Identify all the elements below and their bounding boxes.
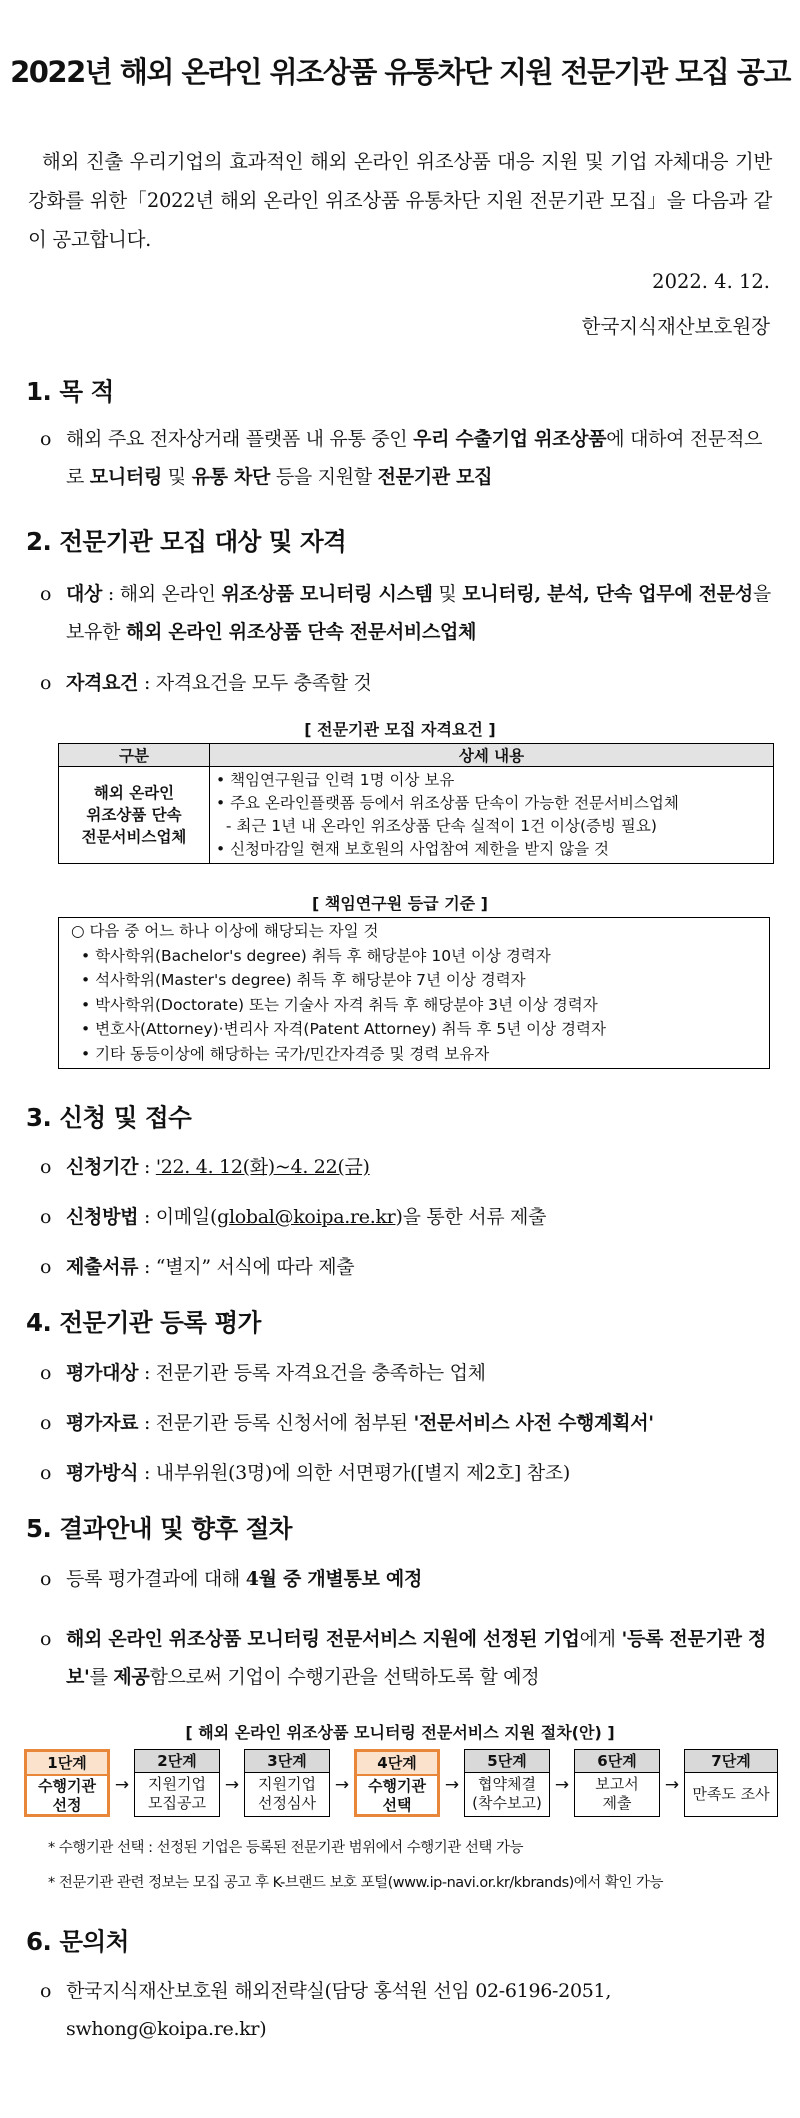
requirements-table-caption: [ 전문기관 모집 자격요건 ] [304, 720, 496, 739]
text-bold: 제공 [113, 1666, 150, 1688]
section-4-heading: 4. 전문기관 등록 평가 [26, 1308, 261, 1337]
section-5-bullet-1 [40, 1560, 776, 1598]
application-period: '22. 4. 12(화)~4. 22(금) [155, 1156, 370, 1178]
text: 함으로써 기업이 수행기관을 선택하도록 할 예정 [149, 1666, 540, 1688]
text: : 자격요건을 모두 충족할 것 [138, 672, 372, 694]
text-bold: 전문기관 모집 [377, 466, 493, 488]
email-link[interactable]: global@koipa.re.kr [217, 1206, 396, 1228]
text: 지원기업 [148, 1775, 206, 1793]
text: )을 통한 서류 제출 [395, 1206, 547, 1228]
grade-line: • 석사학위(Master's degree) 취득 후 해당분야 7년 이상 경력자 [81, 971, 526, 989]
text: (착수보고) [472, 1794, 542, 1812]
text: 선정심사 [258, 1794, 316, 1812]
section-6-contact [40, 1972, 776, 2048]
section-4-method [40, 1454, 776, 1492]
text: 지원기업 [258, 1775, 316, 1793]
text-bold: 해외 온라인 위조상품 단속 전문서비스업체 [125, 621, 477, 643]
text: 협약체결 [478, 1775, 536, 1793]
text: : 이메일( [138, 1206, 218, 1228]
grade-line: ○ 다음 중 어느 하나 이상에 해당되는 자일 것 [71, 922, 379, 940]
section-4-data [40, 1404, 776, 1442]
section-4-target [40, 1354, 776, 1392]
bullet-marker: o [40, 1206, 52, 1228]
section-6-heading: 6. 문의처 [26, 1927, 129, 1956]
footnote-2: * 전문기관 관련 정보는 모집 공고 후 K-브랜드 보호 포털(www.ip-navi.or.kr/kbrands)에서 확인 가능 [48, 1875, 664, 1891]
section-5-heading: 5. 결과안내 및 향후 절차 [26, 1514, 292, 1543]
section-3-documents [40, 1248, 776, 1286]
section-1-heading: 1. 목 적 [26, 377, 114, 406]
text-bold: 4월 중 개별통보 예정 [245, 1568, 423, 1590]
section-2-target [40, 575, 776, 651]
text: 선정 [52, 1796, 82, 1814]
label: 제출서류 [66, 1256, 139, 1278]
text: : “별지” 서식에 따라 제출 [138, 1256, 355, 1278]
section-1-bullet [40, 420, 776, 496]
text-bold: 위조상품 모니터링 시스템 [221, 583, 433, 605]
arrow-right-icon: → [114, 1775, 130, 1795]
step-content [357, 1776, 437, 1816]
text: 선택 [382, 1796, 412, 1814]
step-content [575, 1773, 659, 1815]
text: 만족도 조사 [692, 1784, 770, 1803]
step-label: 4단계 [357, 1752, 437, 1776]
arrow-right-icon: → [444, 1775, 460, 1795]
text: 수행기관 [38, 1777, 96, 1795]
step-label: 2단계 [135, 1750, 219, 1773]
text: 등록 평가결과에 대해 [66, 1568, 246, 1590]
contact-line: 한국지식재산보호원 해외전략실(담당 홍석원 선임 02-6196-2051, [66, 1980, 612, 2002]
step-content [685, 1773, 777, 1815]
text: 모집공고 [148, 1794, 206, 1812]
grade-line: • 변호사(Attorney)·변리사 자격(Patent Attorney) 취득 후 5년 이상 경력자 [81, 1020, 606, 1038]
step-3 [244, 1749, 330, 1817]
text: 등을 지원할 [270, 466, 378, 488]
label: 평가대상 [66, 1362, 139, 1384]
text: : 전문기관 등록 신청서에 첨부된 [138, 1412, 414, 1434]
section-3-heading: 3. 신청 및 접수 [26, 1103, 192, 1132]
contact-email[interactable]: swhong@koipa.re.kr) [66, 2018, 267, 2040]
section-3-period [40, 1148, 776, 1186]
table-cell-details [210, 767, 774, 864]
step-5 [464, 1749, 550, 1817]
text: 에 대하여 전문적으로 [66, 428, 763, 488]
table-header-details: 상세 내용 [210, 744, 774, 767]
page-title: 2022년 해외 온라인 위조상품 유통차단 지원 전문기관 모집 공고 [10, 55, 790, 89]
arrow-right-icon: → [554, 1775, 570, 1795]
issuer-name: 한국지식재산보호원장 [581, 315, 770, 338]
requirements-table [58, 743, 774, 864]
bullet-marker: o [40, 1412, 52, 1434]
grade-criteria-box [58, 917, 770, 1069]
label: 신청기간 [66, 1156, 139, 1178]
section-5-bullet-2 [40, 1620, 776, 1696]
text-bold: '전문서비스 사전 수행계획서' [413, 1412, 654, 1434]
bullet-marker: o [40, 672, 52, 694]
text: : 해외 온라인 [102, 583, 222, 605]
bullet-marker: o [40, 1980, 52, 2002]
section-2-qualification [40, 664, 776, 702]
text: : 전문기관 등록 자격요건을 충족하는 업체 [138, 1362, 486, 1384]
text: 보고서 [595, 1775, 639, 1793]
label: 평가방식 [66, 1462, 139, 1484]
step-6 [574, 1749, 660, 1817]
step-1 [24, 1749, 110, 1817]
bullet-marker: o [40, 1362, 52, 1384]
grade-line: • 학사학위(Bachelor's degree) 취득 후 해당분야 10년 이상 경력자 [81, 946, 551, 965]
label: 신청방법 [66, 1206, 139, 1228]
bullet-marker: o [40, 1156, 52, 1178]
text-bold: 모니터링, 분석, 단속 업무에 전문성 [462, 583, 753, 605]
procedure-flow [24, 1749, 780, 1819]
bullet-marker: o [40, 1256, 52, 1278]
text: 위조상품 단속 [86, 806, 182, 824]
footnote-1: * 수행기관 선택 : 선정된 기업은 등록된 전문기관 범위에서 수행기관 선택 가능 [48, 1840, 524, 1856]
text-bold: 우리 수출기업 위조상품 [413, 428, 607, 450]
text: 해외 주요 전자상거래 플랫폼 내 유통 중인 [66, 428, 414, 450]
label: 자격요건 [66, 672, 139, 694]
detail-line: - 최근 1년 내 온라인 위조상품 단속 실적이 1건 이상(증빙 필요) [216, 817, 657, 835]
text: 및 [162, 466, 192, 488]
step-label: 7단계 [685, 1750, 777, 1773]
arrow-right-icon: → [334, 1775, 350, 1795]
text: 전문서비스업체 [81, 828, 187, 846]
text-bold: '등록 전문기관 정보' [66, 1628, 766, 1688]
step-content [27, 1776, 107, 1816]
step-label: 6단계 [575, 1750, 659, 1773]
detail-line: • 신청마감일 현재 보호원의 사업참여 제한을 받지 않을 것 [216, 840, 609, 858]
step-content [135, 1773, 219, 1815]
bullet-marker: o [40, 428, 52, 450]
arrow-right-icon: → [664, 1775, 680, 1795]
detail-line: • 책임연구원급 인력 1명 이상 보유 [216, 771, 455, 789]
text-bold: 유통 차단 [191, 466, 271, 488]
grade-criteria-caption: [ 책임연구원 등급 기준 ] [311, 894, 488, 913]
text: 해외 온라인 [93, 784, 175, 802]
step-label: 5단계 [465, 1750, 549, 1773]
step-2 [134, 1749, 220, 1817]
grade-line: • 박사학위(Doctorate) 또는 기술사 자격 취득 후 해당분야 3년 이상 경력자 [81, 995, 598, 1014]
text: 수행기관 [368, 1777, 426, 1795]
text-bold: 모니터링 [89, 466, 163, 488]
text: 에게 [579, 1628, 622, 1650]
text: : [138, 1156, 156, 1178]
bullet-marker: o [40, 583, 52, 605]
step-label: 3단계 [245, 1750, 329, 1773]
label: 평가자료 [66, 1412, 139, 1434]
text: 을 보유한 [66, 583, 771, 643]
notice-date: 2022. 4. 12. [652, 270, 770, 293]
text-bold: 해외 온라인 위조상품 모니터링 전문서비스 지원에 선정된 기업 [66, 1628, 580, 1650]
step-content [245, 1773, 329, 1815]
bullet-marker: o [40, 1568, 52, 1590]
step-content [465, 1773, 549, 1815]
text: : 내부위원(3명)에 의한 서면평가([별지 제2호] 참조) [138, 1462, 570, 1484]
step-4 [354, 1749, 440, 1817]
procedure-caption: [ 해외 온라인 위조상품 모니터링 전문서비스 지원 절차(안) ] [185, 1723, 615, 1742]
section-3-method [40, 1198, 776, 1236]
intro-paragraph: 해외 진출 우리기업의 효과적인 해외 온라인 위조상품 대응 지원 및 기업 자체대응 기반 강화를 위한「2022년 해외 온라인 위조상품 유통차단 지원 전문기관 모집」을 다음과 같이 공고합니다. [28, 150, 772, 251]
label: 대상 [66, 583, 103, 605]
table-cell-category [59, 767, 210, 864]
step-7 [684, 1749, 778, 1817]
text: 제출 [602, 1794, 632, 1812]
text: 및 [432, 583, 463, 605]
detail-line: • 주요 온라인플랫폼 등에서 위조상품 단속이 가능한 전문서비스업체 [216, 794, 679, 812]
bullet-marker: o [40, 1462, 52, 1484]
bullet-marker: o [40, 1628, 52, 1650]
table-header-category: 구분 [59, 744, 210, 767]
section-2-heading: 2. 전문기관 모집 대상 및 자격 [26, 527, 347, 556]
arrow-right-icon: → [224, 1775, 240, 1795]
text: 를 [89, 1666, 114, 1688]
step-label: 1단계 [27, 1752, 107, 1776]
grade-line: • 기타 동등이상에 해당하는 국가/민간자격증 및 경력 보유자 [81, 1044, 490, 1063]
